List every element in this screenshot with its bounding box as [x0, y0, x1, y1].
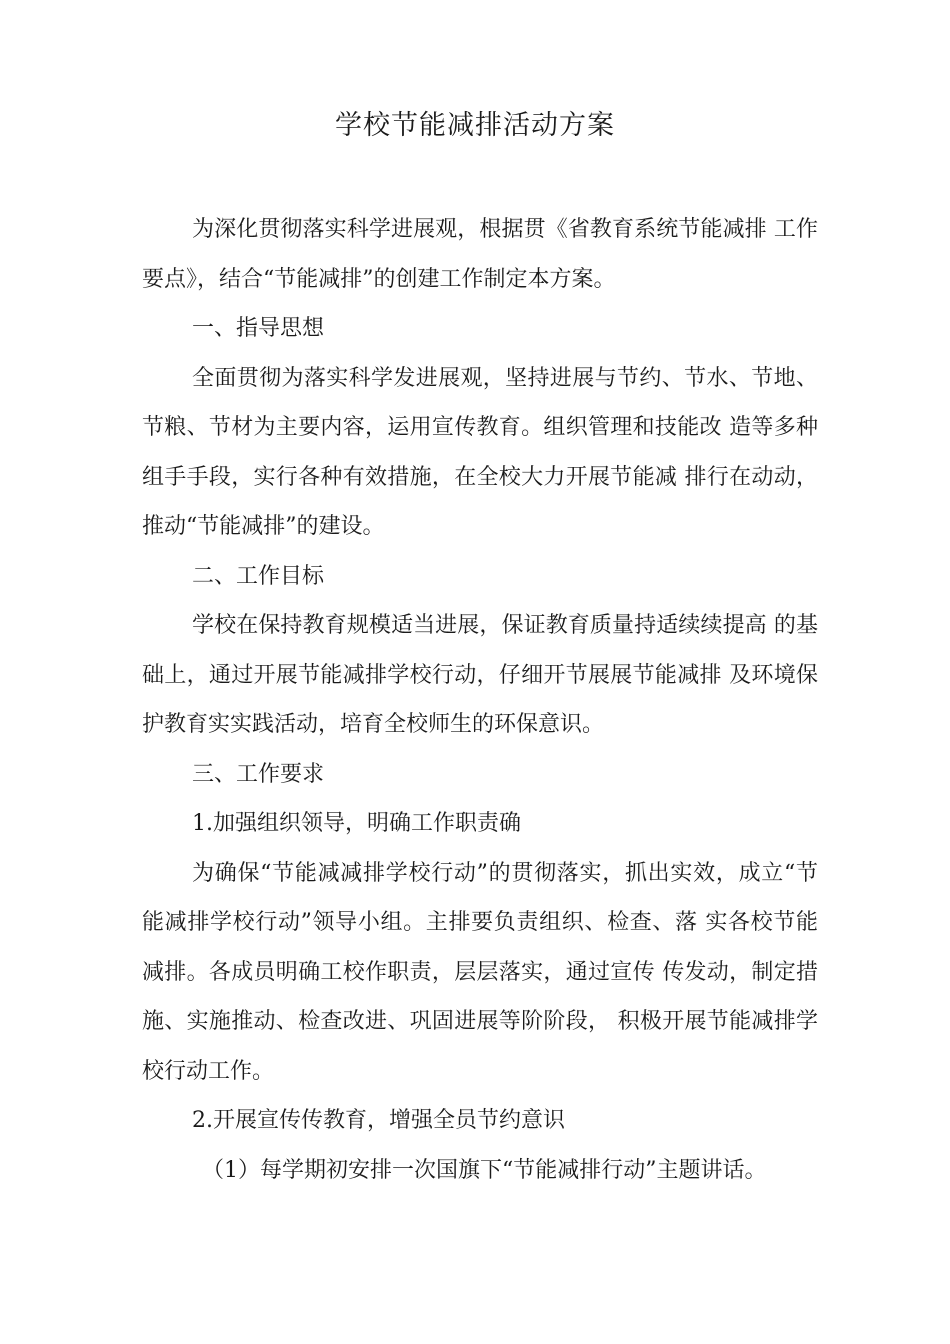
document-title: 学校节能减排活动方案 [335, 110, 615, 141]
work-goals-paragraph: 学校在保持教育规模适当进展，保证教育质量持适续续提高 的基础上，通过开展节能减排学校行动，仔细开节展展节能减排 及环境保护教育实实践活动，培育全校师生的环保意识。 [142, 613, 818, 737]
intro-paragraph: 为深化贯彻落实科学进展观，根据贯《省教育系统节能减排 工作要点》，结合“节能减排”的创建工作制定本方案。 [142, 217, 818, 292]
organization-leadership-paragraph: 为确保“节能减减排学校行动”的贯彻落实，抓出实效，成立“节能减排学校行动”领导小组。主排要负责组织、检查、落 实各校节能减排。各成员明确工校作职责，层层落实，通过宣传 传发动，制定措施、实施推动、检查改进、巩固进展等阶阶段， 积极开展节能减排学校行动工作。 [142, 860, 818, 1084]
subheading-organization-leadership: 1.加强组织领导，明确工作职责确 [192, 811, 521, 836]
section-heading-guiding-ideology: 一、指导思想 [192, 316, 325, 341]
document-body [142, 205, 818, 1195]
guiding-ideology-paragraph: 全面贯彻为落实科学发进展观，坚持进展与节约、节水、节地、节粮、节材为主要内容，运用宣传教育。组织管理和技能改 造等多种组手手段，实行各种有效措施，在全校大力开展节能减 排行在动动，推动“节能减排”的建设。 [142, 365, 818, 539]
section-heading-work-requirements: 三、工作要求 [192, 761, 325, 787]
section-heading-work-goals: 二、工作目标 [192, 563, 325, 589]
list-item-flag-speech: （1）每学期初安排一次国旗下“节能减排行动”主题讲话。 [202, 1157, 767, 1183]
subheading-publicity-education: 2.开展宣传传教育，增强全员节约意识 [192, 1108, 565, 1133]
